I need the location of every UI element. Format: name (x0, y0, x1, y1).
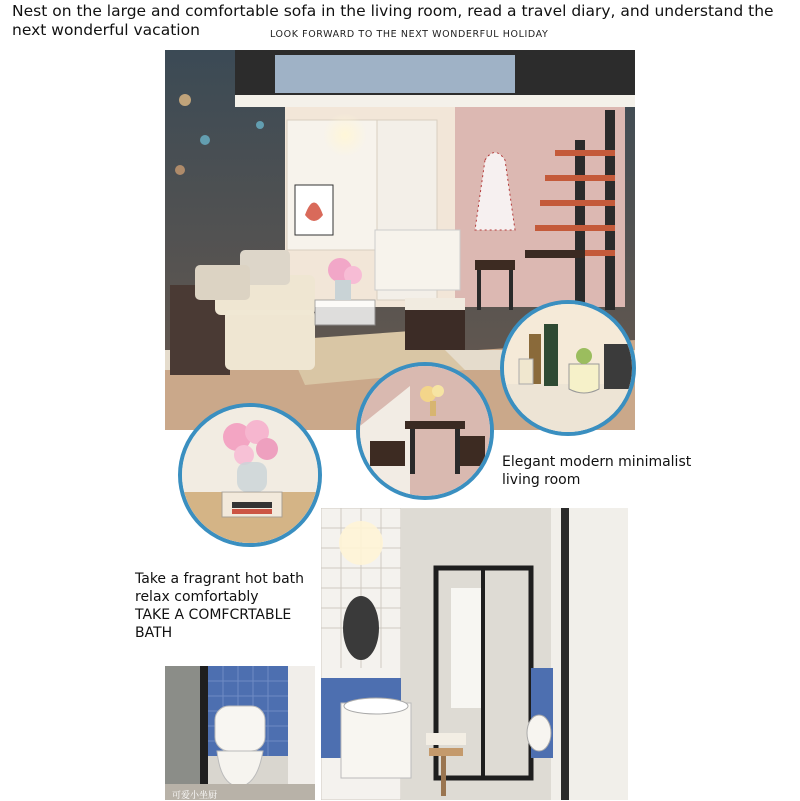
bathroom-caption (135, 570, 304, 642)
headline: Nest on the large and comfortable sofa in the living room, read a travel diary, and understand the next wonderful vacation (12, 2, 774, 39)
subheadline: LOOK FORWARD TO THE NEXT WONDERFUL HOLIDAY (270, 29, 549, 40)
living-room-caption-line2: living room (502, 472, 581, 488)
bathroom-caption-line3: TAKE A COMFCRTABLE (135, 607, 292, 623)
living-room-caption-line1: Elegant modern minimalist (502, 454, 692, 470)
flower-detail-circle (178, 403, 322, 547)
kitchen-detail-circle (500, 300, 636, 436)
bathroom-caption-line1: Take a fragrant hot bath (135, 571, 305, 587)
watermark-text: 可爱小坐厨 (172, 791, 218, 801)
living-room-caption (502, 453, 691, 489)
toilet-photo (165, 666, 315, 800)
bathroom-photo (321, 508, 628, 800)
bathroom-caption-line4: BATH (135, 625, 173, 641)
bathroom-caption-line2: relax comfortably (135, 589, 259, 605)
dining-detail-circle (356, 362, 494, 500)
